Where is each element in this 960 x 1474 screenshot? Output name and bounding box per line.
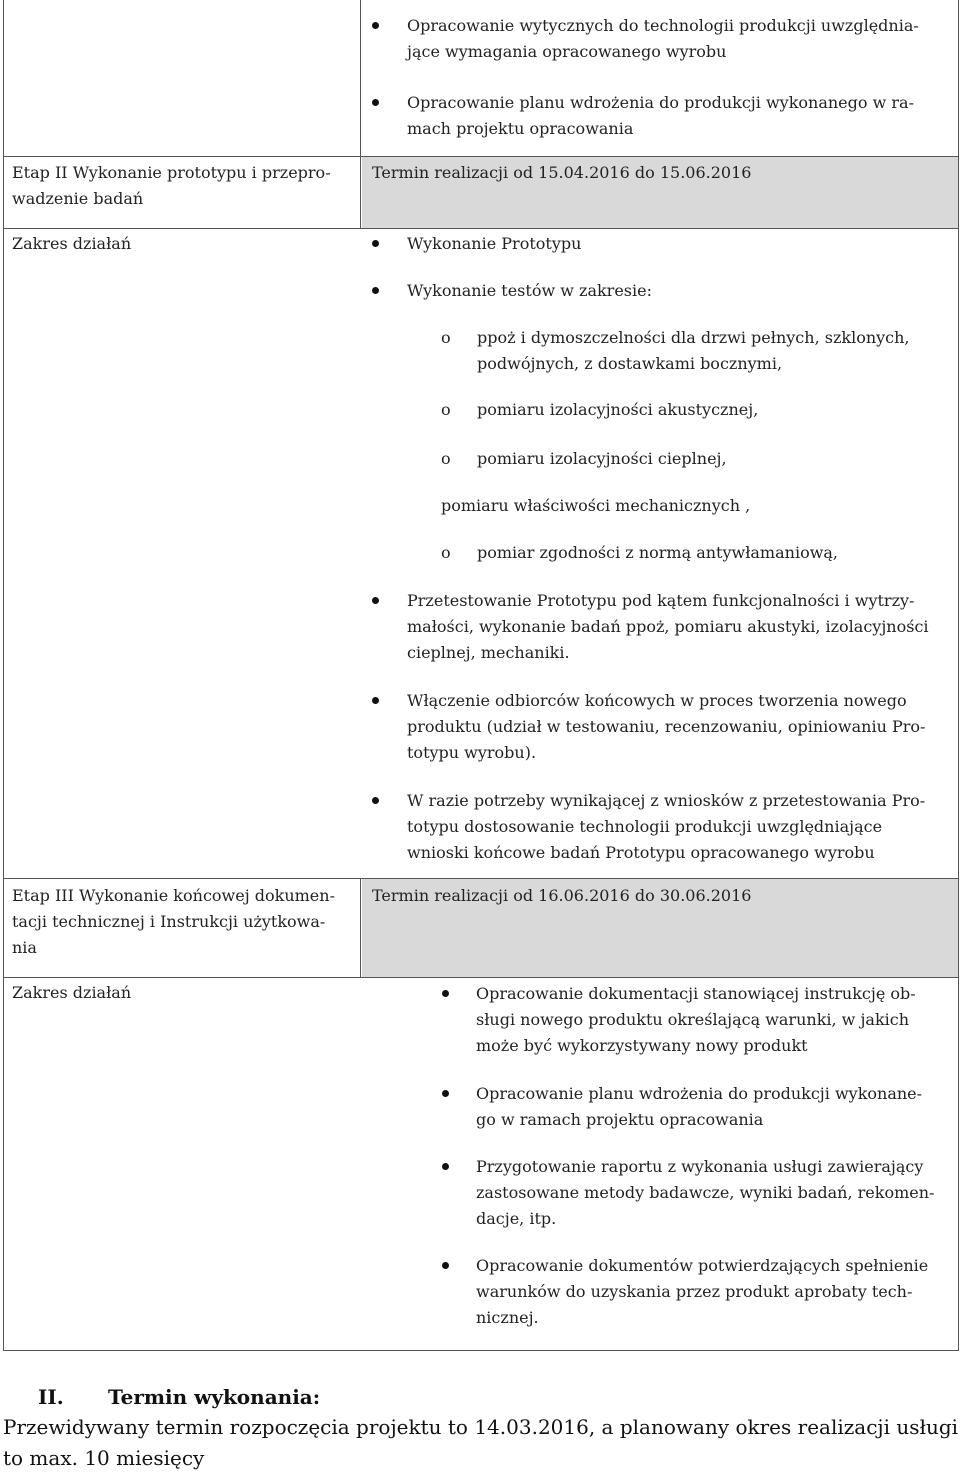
- bullet-dot: [372, 697, 379, 704]
- etap2-sub-3: pomiaru izolacyjności cieplnej,: [477, 449, 727, 468]
- table-right-border: [958, 0, 959, 1350]
- circle-bullet: o: [441, 328, 451, 347]
- section-number: II.: [38, 1385, 64, 1409]
- section-title: Termin wykonania:: [108, 1385, 321, 1409]
- etap3-label-line-2: tacji technicznej i Instrukcji użytkowa-: [12, 912, 326, 931]
- etap3-top-border: [3, 878, 959, 879]
- etap3-bullet-1-line-3: może być wykorzystywany nowy produkt: [476, 1036, 808, 1055]
- bullet-dot: [442, 1262, 449, 1269]
- bullet-dot: [442, 1163, 449, 1170]
- circle-bullet: o: [441, 543, 451, 562]
- circle-bullet: o: [441, 400, 451, 419]
- etap3-label-line-1: Etap III Wykonanie końcowej dokumen-: [12, 886, 335, 905]
- etap2-sub-4: pomiaru właściwości mechanicznych ,: [441, 496, 751, 515]
- etap3-bottom-border: [3, 977, 959, 978]
- bullet-dot: [372, 99, 379, 106]
- etap2-sub-1-line-2: podwójnych, z dostawkami bocznymi,: [477, 354, 783, 373]
- bullet-dot: [372, 797, 379, 804]
- etap3-bullet-2-line-2: go w ramach projektu opracowania: [476, 1110, 764, 1129]
- etap2-bullet-1: Wykonanie Prototypu: [407, 234, 582, 253]
- etap2-label-line-1: Etap II Wykonanie prototypu i przepro-: [12, 163, 331, 182]
- etap2-sub-2: pomiaru izolacyjności akustycznej,: [477, 400, 759, 419]
- etap2-after-2-line-2: produktu (udział w testowaniu, recenzowaniu, opiniowaniu Pro-: [407, 717, 926, 736]
- etap3-zakres-label: Zakres działań: [12, 983, 132, 1002]
- etap2-after-1-line-1: Przetestowanie Prototypu pod kątem funkcjonalności i wytrzy-: [407, 591, 915, 610]
- etap2-after-2-line-3: totypu wyrobu).: [407, 743, 537, 762]
- etap3-bullet-1-line-1: Opracowanie dokumentacji stanowiącej instrukcję ob-: [476, 984, 916, 1003]
- top-item-2-line-1: Opracowanie planu wdrożenia do produkcji wykonanego w ra-: [407, 93, 914, 112]
- section-body-line-1: Przewidywany termin rozpoczęcia projektu to 14.03.2016, a planowany okres realizacji usługi: [3, 1415, 959, 1439]
- etap3-bullet-4-line-2: warunków do uzyskania przez produkt aprobaty tech-: [476, 1282, 913, 1301]
- bullet-dot: [372, 22, 379, 29]
- etap3-bullet-3-line-3: dacje, itp.: [476, 1209, 557, 1228]
- bullet-dot: [442, 1090, 449, 1097]
- etap2-termin: Termin realizacji od 15.04.2016 do 15.06.2016: [372, 163, 752, 182]
- etap2-top-border: [3, 156, 959, 157]
- etap2-label-line-2: wadzenie badań: [12, 189, 144, 208]
- etap3-bullet-3-line-2: zastosowane metody badawcze, wyniki badań, rekomen-: [476, 1183, 935, 1202]
- etap2-after-2-line-1: Włączenie odbiorców końcowych w proces tworzenia nowego: [407, 691, 907, 710]
- etap3-termin: Termin realizacji od 16.06.2016 do 30.06.2016: [372, 886, 752, 905]
- table-bottom-border: [3, 1350, 959, 1351]
- etap3-bullet-1-line-2: sługi nowego produktu określającą warunki, w jakich: [476, 1010, 910, 1029]
- section-body-line-2: to max. 10 miesięcy: [3, 1446, 205, 1470]
- etap2-after-1-line-2: małości, wykonanie badań ppoż, pomiaru akustyki, izolacyjności: [407, 617, 929, 636]
- top-item-1-line-1: Opracowanie wytycznych do technologii produkcji uwzględnia-: [407, 16, 919, 35]
- etap2-bottom-border: [3, 228, 959, 229]
- etap3-bullet-2-line-1: Opracowanie planu wdrożenia do produkcji wykonane-: [476, 1084, 923, 1103]
- etap2-bullet-2: Wykonanie testów w zakresie:: [407, 281, 652, 300]
- etap2-zakres-label: Zakres działań: [12, 234, 132, 253]
- top-item-2-line-2: mach projektu opracowania: [407, 119, 634, 138]
- etap3-bullet-4-line-1: Opracowanie dokumentów potwierdzających spełnienie: [476, 1256, 929, 1275]
- etap3-label-line-3: nia: [12, 938, 37, 957]
- bullet-dot: [372, 597, 379, 604]
- circle-bullet: o: [441, 449, 451, 468]
- column-divider-top: [360, 0, 361, 156]
- etap2-after-1-line-3: cieplnej, mechaniki.: [407, 643, 570, 662]
- etap3-bullet-3-line-1: Przygotowanie raportu z wykonania usługi zawierający: [476, 1157, 924, 1176]
- bullet-dot: [372, 240, 379, 247]
- etap2-after-3-line-1: W razie potrzeby wynikającej z wniosków z przetestowania Pro-: [407, 791, 926, 810]
- bullet-dot: [442, 990, 449, 997]
- etap3-column-divider: [360, 878, 361, 978]
- table-left-border: [3, 0, 4, 1350]
- etap2-after-3-line-2: totypu dostosowanie technologii produkcji uwzględniające: [407, 817, 883, 836]
- etap3-bullet-4-line-3: nicznej.: [476, 1308, 539, 1327]
- bullet-dot: [372, 287, 379, 294]
- top-item-1-line-2: jące wymagania opracowanego wyrobu: [407, 42, 727, 61]
- etap2-column-divider: [360, 156, 361, 229]
- etap2-sub-1-line-1: ppoż i dymoszczelności dla drzwi pełnych, szklonych,: [477, 328, 910, 347]
- etap2-sub-5: pomiar zgodności z normą antywłamaniową,: [477, 543, 839, 562]
- etap2-after-3-line-3: wnioski końcowe badań Prototypu opracowanego wyrobu: [407, 843, 875, 862]
